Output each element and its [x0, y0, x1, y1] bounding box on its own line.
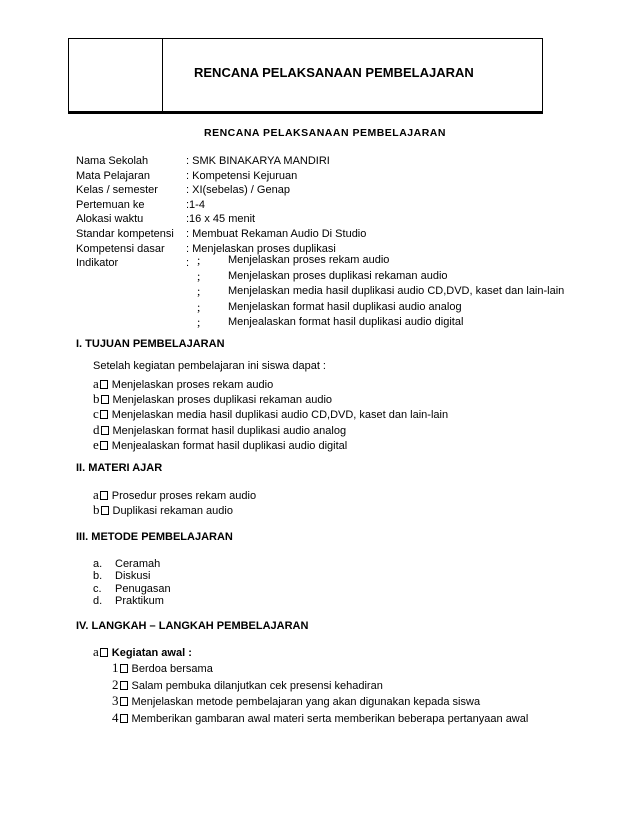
list-item	[93, 422, 346, 438]
section-title-tujuan: I. TUJUAN PEMBELAJARAN	[76, 338, 225, 350]
item-letter: c	[93, 406, 99, 422]
box-icon	[101, 426, 109, 435]
section-title-langkah: IV. LANGKAH – LANGKAH PEMBELAJARAN	[76, 620, 309, 632]
list-item	[93, 437, 347, 453]
list-item	[112, 710, 528, 726]
item-text: Menjelaskan metode pembelajaran yang akan digunakan kepada siswa	[131, 696, 481, 708]
item-letter: d.	[93, 595, 103, 608]
item-text: Menjelaskan proses rekam audio	[111, 379, 274, 391]
item-letter: b.	[93, 570, 103, 583]
info-label: Kompetensi dasar	[76, 242, 165, 255]
kegiatan-awal-label: Kegiatan awal :	[111, 647, 192, 659]
item-letter: a	[93, 376, 99, 391]
item-letter: d	[93, 421, 100, 437]
item-text: Menjealaskan format hasil duplikasi audio digital	[111, 439, 348, 452]
info-value: : XI(sebelas) / Genap	[186, 184, 290, 197]
header-divider	[162, 39, 163, 111]
info-label: Standar kompetensi	[76, 228, 174, 240]
header-title: RENCANA PELAKSANAAN PEMBELAJARAN	[194, 65, 474, 80]
section-title-materi: II. MATERI AJAR	[76, 462, 163, 474]
subtitle: RENCANA PELAKSANAAN PEMBELAJARAN	[204, 127, 446, 139]
box-icon	[120, 697, 128, 706]
indicator-bullet: ;	[197, 315, 201, 330]
item-text: Memberikan gambaran awal materi serta memberikan beberapa pertanyaan awal	[131, 712, 529, 725]
list-item	[93, 406, 448, 422]
item-text: Ceramah	[115, 558, 161, 570]
item-letter: c.	[93, 582, 102, 595]
box-icon	[100, 441, 108, 450]
box-icon	[101, 506, 109, 515]
indicator-bullet: ;	[197, 268, 201, 283]
item-text: Menjelaskan proses duplikasi rekaman audio	[112, 394, 333, 407]
info-value: :	[186, 257, 190, 270]
item-letter: e	[93, 436, 99, 452]
indicator-item: Menjelaskan proses rekam audio	[228, 254, 390, 266]
info-label: Nama Sekolah	[76, 155, 149, 167]
info-value: : SMK BINAKARYA MANDIRI	[186, 155, 330, 167]
info-value: : Membuat Rekaman Audio Di Studio	[186, 228, 367, 240]
list-item	[112, 660, 213, 676]
item-text: Praktikum	[115, 595, 164, 608]
list-item	[112, 693, 480, 709]
indicator-bullet: ;	[197, 284, 201, 299]
box-icon	[100, 648, 108, 657]
info-value: : Menjelaskan proses duplikasi	[186, 242, 336, 255]
item-text: Menjelaskan media hasil duplikasi audio CD,DVD, kaset dan lain-lain	[111, 409, 449, 422]
box-icon	[120, 714, 128, 723]
item-letter: a	[93, 487, 99, 502]
info-value: :16 x 45 menit	[186, 213, 256, 226]
box-icon	[101, 395, 109, 404]
item-text: Berdoa bersama	[131, 663, 213, 675]
list-item	[93, 502, 233, 518]
kegiatan-awal-heading	[93, 644, 192, 660]
item-number: 2	[112, 676, 119, 692]
list-item	[112, 677, 383, 693]
indicator-item: Menjelaskan proses duplikasi rekaman audio	[228, 269, 448, 282]
info-label: Indikator	[76, 257, 119, 270]
item-number: 1	[112, 660, 119, 675]
indicator-item: Menjelaskan media hasil duplikasi audio CD,DVD, kaset dan lain-lain	[228, 285, 565, 298]
box-icon	[100, 491, 108, 500]
box-icon	[120, 664, 128, 673]
item-letter: b	[93, 391, 100, 407]
item-text: Diskusi	[115, 570, 151, 583]
item-letter: a.	[93, 558, 103, 570]
info-value: : Kompetensi Kejuruan	[186, 169, 298, 182]
list-item	[93, 376, 273, 392]
item-number: 3	[112, 693, 119, 708]
indicator-bullet: ;	[197, 253, 201, 267]
box-icon	[100, 410, 108, 419]
item-text: Menjelaskan format hasil duplikasi audio analog	[112, 424, 347, 437]
box-icon	[120, 681, 128, 690]
header-box	[68, 38, 543, 114]
info-value: :1-4	[186, 198, 205, 211]
info-label: Mata Pelajaran	[76, 169, 150, 182]
section-title-metode: III. METODE PEMBELAJARAN	[76, 531, 233, 543]
indicator-item: Menjealaskan format hasil duplikasi audio digital	[228, 316, 464, 329]
indicator-bullet: ;	[197, 299, 201, 314]
info-label: Pertemuan ke	[76, 198, 145, 211]
sub-letter: a	[93, 644, 99, 659]
info-label: Kelas / semester	[76, 184, 158, 197]
info-label: Alokasi waktu	[76, 213, 144, 226]
list-item	[93, 391, 332, 407]
item-text: Salam pembuka dilanjutkan cek presensi kehadiran	[131, 679, 383, 692]
item-letter: b	[93, 501, 100, 517]
item-text: Duplikasi rekaman audio	[112, 504, 233, 517]
item-number: 4	[112, 709, 119, 725]
indicator-item: Menjelaskan format hasil duplikasi audio analog	[228, 300, 462, 313]
item-text: Penugasan	[115, 582, 171, 595]
item-text: Prosedur proses rekam audio	[111, 490, 257, 502]
box-icon	[100, 380, 108, 389]
tujuan-intro: Setelah kegiatan pembelajaran ini siswa dapat :	[93, 360, 326, 372]
